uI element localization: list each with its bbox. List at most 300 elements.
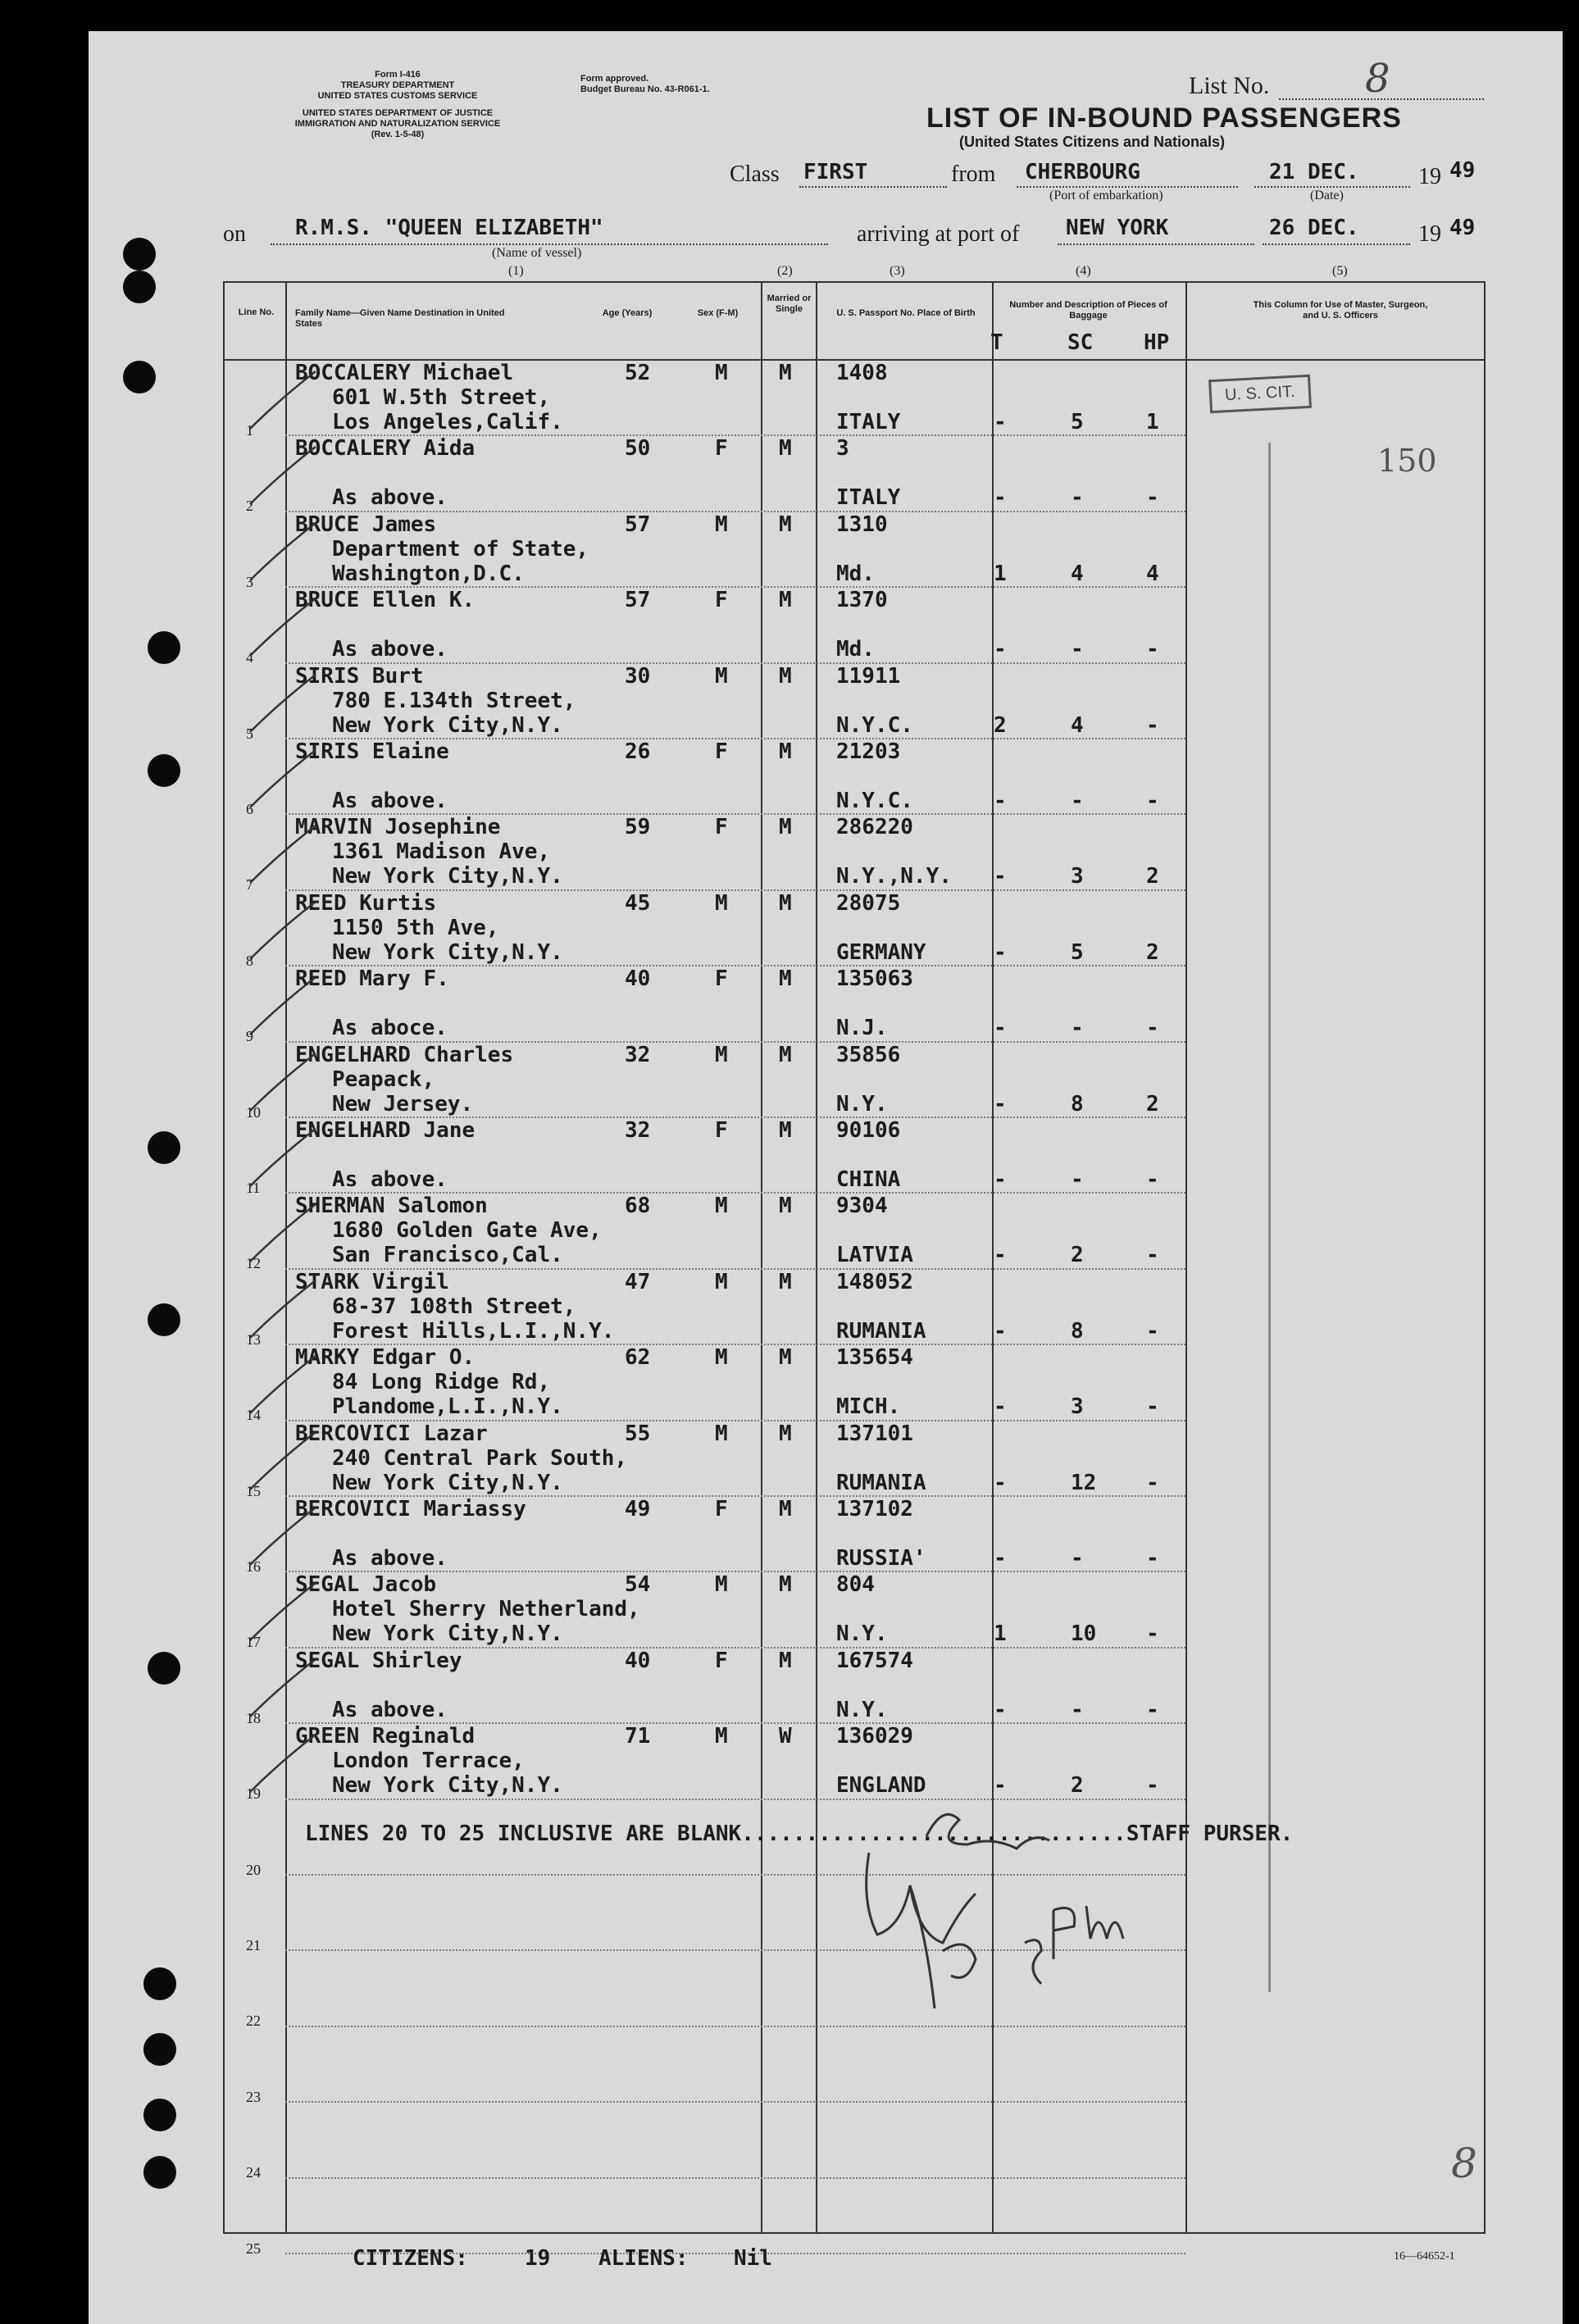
class-label: Class	[730, 161, 780, 187]
right-margin-number: 8	[1451, 2140, 1477, 2187]
passenger-age: 26	[625, 739, 651, 764]
check-mark	[246, 1276, 320, 1342]
passenger-age: 52	[625, 361, 651, 385]
baggage-sc: 3	[1071, 864, 1084, 889]
passport-number: 3	[836, 436, 849, 462]
baggage-t: -	[994, 1167, 1007, 1192]
punch-hole	[143, 2099, 176, 2131]
check-mark	[246, 443, 320, 508]
check-mark	[246, 1200, 320, 1266]
passenger-address-line: As above.	[332, 1697, 448, 1722]
passenger-name: MARVIN Josephine	[295, 815, 501, 840]
passenger-address-line: Peapack,	[332, 1066, 435, 1092]
baggage-t: -	[994, 939, 1007, 965]
baggage-sc: 2	[1071, 1773, 1084, 1799]
line-number: 13	[246, 1330, 261, 1348]
passport-number: 9304	[836, 1194, 888, 1219]
budget-no: Budget Bureau No. 43-R061-1.	[580, 84, 710, 94]
passenger-age: 71	[625, 1724, 651, 1749]
punch-hole	[143, 2156, 176, 2189]
passenger-sex: F	[715, 588, 728, 613]
passenger-marital-status: M	[779, 1572, 792, 1598]
hdr-sex: Sex (F-M)	[697, 308, 739, 318]
passenger-address-line: 780 E.134th Street,	[332, 688, 576, 713]
line-number: 18	[246, 1709, 261, 1726]
passport-number: 1408	[836, 361, 888, 385]
hdr-passport: U. S. Passport No. Place of Birth	[836, 308, 976, 318]
passenger-sex: M	[715, 1421, 728, 1446]
baggage-sc: -	[1071, 789, 1084, 813]
passenger-name: SHERMAN Salomon	[295, 1194, 488, 1219]
passenger-age: 47	[625, 1269, 651, 1294]
passenger-marital-status: M	[779, 1421, 792, 1446]
hdr-age: Age (Years)	[602, 308, 653, 318]
place-of-birth: ENGLAND	[836, 1773, 926, 1799]
passenger-name: GREEN Reginald	[295, 1724, 476, 1749]
passenger-marital-status: M	[779, 1497, 792, 1521]
passenger-name: SIRIS Elaine	[295, 739, 449, 764]
baggage-t: -	[994, 1470, 1007, 1495]
date-caption: (Date)	[1310, 189, 1344, 202]
col-rule	[816, 281, 817, 2234]
passenger-address-line: 84 Long Ridge Rd,	[332, 1370, 551, 1395]
passenger-age: 40	[625, 1648, 651, 1673]
passenger-sex: M	[715, 361, 728, 385]
hdr-name: Family Name—Given Name Destination in United States	[295, 308, 505, 329]
passenger-marital-status: M	[779, 1648, 792, 1673]
baggage-sc: 5	[1071, 939, 1084, 965]
baggage-hp: 4	[1146, 561, 1159, 586]
passenger-sex: F	[715, 815, 728, 840]
passenger-marital-status: M	[779, 361, 792, 385]
passenger-marital-status: M	[779, 1042, 792, 1067]
passenger-name: BOCCALERY Aida	[295, 436, 476, 462]
passenger-marital-status: M	[779, 512, 792, 537]
passenger-address-line: New York City,N.Y.	[332, 712, 563, 738]
passport-number: 135063	[836, 966, 913, 992]
passport-number: 21203	[836, 739, 901, 764]
line-number: 4	[246, 649, 253, 666]
passenger-address-line: Washington,D.C.	[332, 561, 525, 586]
line-number: 17	[246, 1634, 261, 1651]
check-mark	[246, 367, 320, 433]
page-subtitle: (United States Citizens and Nationals)	[959, 134, 1226, 150]
passport-number: 28075	[836, 890, 901, 916]
line-number: 24	[246, 2164, 261, 2181]
passenger-address-line: New York City,N.Y.	[332, 1470, 563, 1495]
baggage-t: 2	[994, 712, 1007, 738]
passenger-age: 50	[625, 436, 651, 462]
passenger-age: 49	[625, 1497, 651, 1521]
baggage-hp: -	[1146, 1243, 1159, 1268]
place-of-birth: N.Y.C.	[836, 789, 913, 813]
officer-pencil-line	[1268, 443, 1271, 1992]
vessel-name: R.M.S. "QUEEN ELIZABETH"	[295, 216, 603, 240]
baggage-hp: -	[1146, 1621, 1159, 1647]
baggage-t: -	[994, 410, 1007, 434]
line-number: 6	[246, 801, 253, 817]
passport-number: 35856	[836, 1042, 901, 1067]
baggage-t: 1	[994, 561, 1007, 586]
passenger-marital-status: M	[779, 890, 792, 916]
baggage-sc: -	[1071, 1016, 1084, 1041]
line-number: 20	[246, 1861, 261, 1878]
line-number: 7	[246, 876, 253, 894]
passenger-name: STARK Virgil	[295, 1269, 449, 1294]
vessel-underline	[271, 243, 828, 245]
class-underline	[799, 186, 947, 188]
passport-number: 11911	[836, 663, 901, 689]
passenger-age: 45	[625, 890, 651, 916]
passenger-marital-status: M	[779, 1345, 792, 1371]
passenger-age: 55	[625, 1421, 651, 1446]
passenger-name: BRUCE Ellen K.	[295, 588, 476, 613]
place-of-birth: ITALY	[836, 410, 901, 434]
baggage-t: -	[994, 1773, 1007, 1799]
punch-hole	[123, 238, 156, 271]
baggage-t: -	[994, 485, 1007, 511]
passenger-marital-status: M	[779, 436, 792, 462]
passenger-address-line: New York City,N.Y.	[332, 1773, 563, 1799]
passenger-name: ENGELHARD Jane	[295, 1118, 476, 1143]
place-of-birth: CHINA	[836, 1167, 901, 1192]
passport-number: 148052	[836, 1269, 913, 1294]
place-of-birth: Md.	[836, 637, 875, 662]
check-mark	[246, 1730, 320, 1796]
punch-hole	[148, 1131, 180, 1164]
passenger-name: SIRIS Burt	[295, 663, 424, 689]
baggage-hp: 2	[1146, 864, 1159, 889]
col-num-5: (5)	[1332, 264, 1348, 278]
passenger-sex: M	[715, 1194, 728, 1219]
passenger-address-line: Plandome,L.I.,N.Y.	[332, 1394, 563, 1420]
year-prefix-2: 19	[1418, 221, 1441, 247]
passenger-name: BERCOVICI Mariassy	[295, 1497, 526, 1521]
col-num-1: (1)	[508, 264, 524, 278]
row-divider	[285, 2177, 1185, 2179]
check-mark	[246, 1503, 320, 1569]
passenger-address-line: As above.	[332, 1167, 448, 1192]
arrival-date: 26 DEC.	[1269, 216, 1359, 240]
baggage-hp: -	[1146, 1773, 1159, 1799]
baggage-hp: -	[1146, 1318, 1159, 1344]
passport-number: 90106	[836, 1118, 901, 1143]
baggage-hp: -	[1146, 1167, 1159, 1192]
place-of-birth: N.Y.	[836, 1697, 888, 1722]
baggage-sc: -	[1071, 1167, 1084, 1192]
line-number: 3	[246, 573, 253, 590]
passenger-name: BERCOVICI Lazar	[295, 1421, 488, 1446]
revision: (Rev. 1-5-48)	[371, 130, 425, 139]
baggage-t: 1	[994, 1621, 1007, 1647]
hdr-officers: This Column for Use of Master, Surgeon, and U. S. Officers	[1253, 300, 1428, 321]
baggage-hp: 2	[1146, 1091, 1159, 1117]
passenger-age: 68	[625, 1194, 651, 1219]
passenger-address-line: New York City,N.Y.	[332, 864, 563, 889]
passport-number: 286220	[836, 815, 913, 840]
place-of-birth: GERMANY	[836, 939, 926, 965]
place-of-birth: N.J.	[836, 1016, 888, 1041]
passenger-address-line: Department of State,	[332, 536, 589, 562]
passenger-address-line: 68-37 108th Street,	[332, 1294, 576, 1319]
line-number: 8	[246, 952, 253, 969]
passport-number: 804	[836, 1572, 875, 1598]
baggage-t: -	[994, 1243, 1007, 1268]
punch-hole	[123, 361, 156, 393]
baggage-sc: 10	[1071, 1621, 1097, 1647]
passenger-sex: F	[715, 1497, 728, 1521]
baggage-sc: 8	[1071, 1091, 1084, 1117]
check-mark	[246, 1428, 320, 1494]
port-embark-caption: (Port of embarkation)	[1049, 189, 1163, 202]
departure-date: 21 DEC.	[1269, 160, 1359, 184]
passenger-name: BOCCALERY Michael	[295, 361, 514, 385]
print-code: 16—64652-1	[1394, 2250, 1455, 2263]
punch-hole	[123, 271, 156, 303]
col-num-2: (2)	[777, 264, 793, 278]
place-of-birth: N.Y.	[836, 1621, 888, 1647]
vessel-caption: (Name of vessel)	[492, 246, 582, 260]
passenger-sex: F	[715, 1648, 728, 1673]
from-underline	[1017, 186, 1238, 188]
passenger-address-line: As above.	[332, 485, 448, 511]
passenger-age: 32	[625, 1042, 651, 1067]
passenger-sex: M	[715, 663, 728, 689]
passenger-address-line: New York City,N.Y.	[332, 939, 563, 965]
baggage-sc: 4	[1071, 712, 1084, 738]
us-cit-stamp: U. S. CIT.	[1208, 375, 1312, 413]
line-number: 11	[246, 1180, 261, 1196]
table-bottom-rule	[223, 2232, 1486, 2234]
arrival-port-underline	[1058, 243, 1254, 245]
passport-number: 1370	[836, 588, 888, 613]
customs-service: UNITED STATES CUSTOMS SERVICE	[317, 91, 478, 101]
hdr-married: Married or Single	[767, 293, 812, 314]
hdr-bag-hp: HP	[1144, 330, 1170, 355]
hdr-line-no: Line No.	[238, 307, 275, 317]
baggage-hp: -	[1146, 1546, 1159, 1571]
page-title: LIST OF IN-BOUND PASSENGERS	[926, 102, 1402, 134]
col-rule	[223, 281, 225, 2234]
passenger-address-line: 240 Central Park South,	[332, 1445, 628, 1471]
check-mark	[246, 746, 320, 812]
arriving-label: arriving at port of	[857, 221, 1020, 247]
passenger-address-line: As above.	[332, 637, 448, 662]
line-number: 19	[246, 1785, 261, 1803]
line-number: 15	[246, 1482, 261, 1499]
passenger-age: 32	[625, 1118, 651, 1143]
punch-hole	[143, 2033, 176, 2066]
baggage-hp: -	[1146, 637, 1159, 662]
line-number: 21	[246, 1937, 261, 1953]
passenger-marital-status: M	[779, 966, 792, 992]
passenger-sex: M	[715, 1269, 728, 1294]
passenger-marital-status: M	[779, 1118, 792, 1143]
passenger-address-line: As above.	[332, 789, 448, 813]
passenger-name: MARKY Edgar O.	[295, 1345, 476, 1371]
passenger-address-line: Los Angeles,Calif.	[332, 410, 563, 434]
arrival-year: 49	[1449, 216, 1476, 240]
from-label: from	[951, 161, 996, 187]
passport-number: 136029	[836, 1724, 913, 1749]
baggage-sc: 12	[1071, 1470, 1097, 1495]
baggage-t: -	[994, 1091, 1007, 1117]
dep-date-underline	[1254, 186, 1410, 188]
line-number: 25	[246, 2240, 261, 2257]
ins: IMMIGRATION AND NATURALIZATION SERVICE	[294, 119, 501, 129]
check-mark	[246, 973, 320, 1039]
baggage-hp: -	[1146, 1470, 1159, 1495]
class-value: FIRST	[803, 160, 868, 184]
place-of-birth: ITALY	[836, 485, 901, 511]
citizens-count: 19	[525, 2246, 551, 2271]
baggage-t: -	[994, 1016, 1007, 1041]
line-number: 10	[246, 1103, 261, 1121]
on-label: on	[223, 221, 246, 247]
punch-hole	[143, 1967, 176, 2000]
form-approved: Form approved.	[580, 74, 649, 84]
punch-hole	[148, 1652, 180, 1685]
passenger-name: SEGAL Jacob	[295, 1572, 437, 1598]
baggage-hp: -	[1146, 1394, 1159, 1420]
passenger-name: REED Mary F.	[295, 966, 449, 992]
approval-block	[580, 74, 710, 95]
hdr-bag-t: T	[990, 330, 1003, 355]
baggage-sc: -	[1071, 637, 1084, 662]
passenger-address-line: New York City,N.Y.	[332, 1621, 563, 1647]
baggage-hp: -	[1146, 712, 1159, 738]
aliens-label: ALIENS:	[598, 2246, 689, 2271]
baggage-sc: 8	[1071, 1318, 1084, 1344]
baggage-t: -	[994, 1318, 1007, 1344]
line-number: 2	[246, 498, 253, 515]
baggage-t: -	[994, 1546, 1007, 1571]
passenger-address-line: 1680 Golden Gate Ave,	[332, 1218, 602, 1244]
dept: TREASURY DEPARTMENT	[340, 80, 455, 90]
baggage-t: -	[994, 864, 1007, 889]
handwritten-signature	[820, 1787, 1164, 2049]
passenger-marital-status: M	[779, 815, 792, 840]
place-of-birth: N.Y.C.	[836, 712, 913, 738]
list-no-value: 8	[1365, 56, 1390, 102]
passenger-marital-status: M	[779, 739, 792, 764]
hdr-baggage: Number and Description of Pieces of Baggage	[1009, 300, 1167, 321]
baggage-t: -	[994, 1697, 1007, 1722]
place-of-birth: RUMANIA	[836, 1318, 926, 1344]
passenger-age: 57	[625, 588, 651, 613]
baggage-hp: -	[1146, 1697, 1159, 1722]
passenger-sex: F	[715, 1118, 728, 1143]
passenger-sex: M	[715, 890, 728, 916]
baggage-hp: -	[1146, 1016, 1159, 1041]
col-rule	[1185, 281, 1187, 2234]
aliens-count: Nil	[734, 2246, 772, 2271]
baggage-t: -	[994, 789, 1007, 813]
passenger-age: 30	[625, 663, 651, 689]
passport-number: 1310	[836, 512, 888, 537]
passport-number: 137102	[836, 1497, 913, 1521]
form-id: Form I-416	[375, 70, 421, 80]
place-of-birth: MICH.	[836, 1394, 901, 1420]
passenger-marital-status: M	[779, 1194, 792, 1219]
passport-number: 167574	[836, 1648, 913, 1673]
passenger-name: BRUCE James	[295, 512, 437, 537]
check-mark	[246, 1655, 320, 1721]
blank-lines-note: LINES 20 TO 25 INCLUSIVE ARE BLANK..............................STAFF PURSER.	[305, 1821, 1294, 1846]
place-of-birth: RUSSIA'	[836, 1546, 926, 1571]
col-rule	[1484, 281, 1486, 2234]
place-of-birth: RUMANIA	[836, 1470, 926, 1495]
check-mark	[246, 898, 320, 963]
passenger-marital-status: M	[779, 588, 792, 613]
col-rule	[761, 281, 762, 2234]
check-mark	[246, 671, 320, 736]
passenger-address-line: Forest Hills,L.I.,N.Y.	[332, 1318, 615, 1344]
passenger-sex: F	[715, 966, 728, 992]
baggage-hp: 2	[1146, 939, 1159, 965]
baggage-sc: -	[1071, 1697, 1084, 1722]
passport-number: 135654	[836, 1345, 913, 1371]
place-of-birth: Md.	[836, 561, 875, 586]
passenger-address-line: As aboce.	[332, 1016, 448, 1041]
passenger-sex: F	[715, 436, 728, 462]
passenger-marital-status: M	[779, 1269, 792, 1294]
passenger-sex: M	[715, 1345, 728, 1371]
line-number: 22	[246, 2012, 261, 2030]
year-prefix: 19	[1418, 164, 1441, 189]
line-number: 9	[246, 1028, 253, 1045]
punch-hole	[148, 754, 180, 787]
baggage-sc: -	[1071, 1546, 1084, 1571]
passenger-address-line: 1150 5th Ave,	[332, 915, 499, 940]
baggage-t: -	[994, 637, 1007, 662]
line-number: 1	[246, 422, 253, 439]
check-mark	[246, 1579, 320, 1644]
passenger-address-line: London Terrace,	[332, 1749, 525, 1774]
line-number: 5	[246, 725, 253, 742]
baggage-sc: -	[1071, 485, 1084, 511]
place-of-birth: LATVIA	[836, 1243, 913, 1268]
passenger-name: ENGELHARD Charles	[295, 1042, 514, 1067]
passenger-address-line: Hotel Sherry Netherland,	[332, 1597, 640, 1622]
passenger-address-line: As above.	[332, 1546, 448, 1571]
check-mark	[246, 1352, 320, 1417]
row-divider	[285, 2101, 1185, 2103]
margin-note: 150	[1377, 443, 1437, 479]
passenger-name: REED Kurtis	[295, 890, 437, 916]
passenger-sex: M	[715, 1042, 728, 1067]
passenger-sex: M	[715, 1724, 728, 1749]
passenger-address-line: San Francisco,Cal.	[332, 1243, 563, 1268]
check-mark	[246, 1125, 320, 1190]
punch-hole	[148, 1303, 180, 1336]
line-number: 14	[246, 1407, 261, 1424]
check-mark	[246, 594, 320, 660]
baggage-sc: 3	[1071, 1394, 1084, 1420]
col-num-4: (4)	[1076, 264, 1091, 278]
hdr-bag-sc: SC	[1067, 330, 1094, 355]
punch-hole	[148, 631, 180, 664]
passenger-name: SEGAL Shirley	[295, 1648, 462, 1673]
baggage-sc: 5	[1071, 410, 1084, 434]
baggage-hp: 1	[1146, 410, 1159, 434]
place-of-birth: N.Y.,N.Y.	[836, 864, 952, 889]
passenger-address-line: 601 W.5th Street,	[332, 385, 551, 410]
passenger-address-line: New Jersey.	[332, 1091, 474, 1117]
passenger-age: 62	[625, 1345, 651, 1371]
baggage-sc: 2	[1071, 1243, 1084, 1268]
justice-dept: UNITED STATES DEPARTMENT OF JUSTICE	[302, 108, 494, 118]
